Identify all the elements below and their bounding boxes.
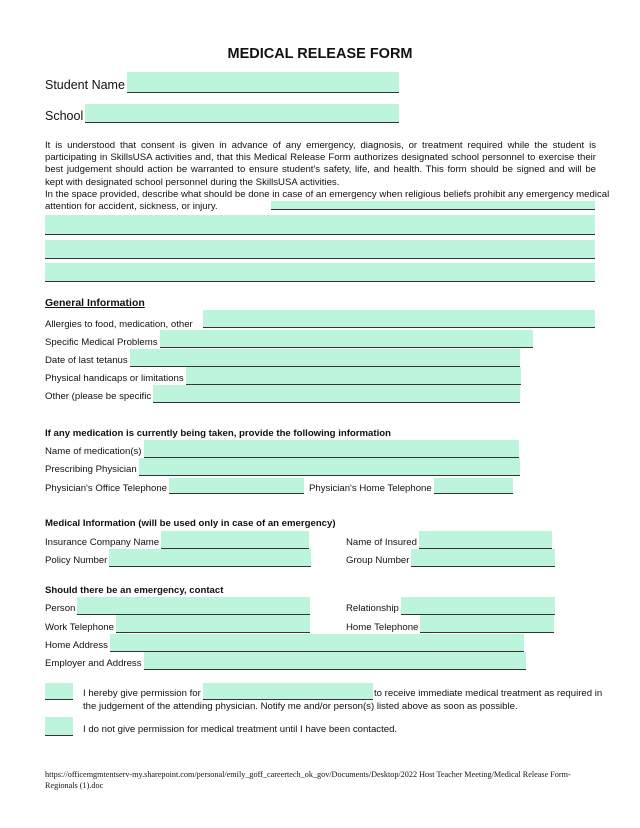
medication-heading: If any medication is currently being taken, provide the following information [45, 428, 391, 439]
page-title: MEDICAL RELEASE FORM [227, 46, 413, 62]
intro-paragraph: It is understood that consent is given in advance of any emergency, diagnosis, or treatment required while the student is participating in SkillsUSA activities and, that this Medical Release Form authorizes designated school personnel to exercise their best judgement should action be warranted to ensure student's safety, life, and health. This form should be signed and will be kept with designated school personnel during the SkillsUSA activities. [45, 140, 596, 188]
insurance-heading: Medical Information (will be used only in case of an emergency) [45, 518, 336, 529]
religious-instructions: In the space provided, describe what should be done in case of an emergency when religious beliefs prohibit any emergency medical [45, 189, 610, 200]
permission-student-field[interactable] [203, 683, 373, 700]
give-permission-initials[interactable] [45, 683, 73, 700]
general-info-heading: General Information [45, 297, 145, 309]
person-field[interactable] [77, 597, 310, 615]
student-name-field[interactable] [127, 72, 399, 93]
medication-name-field[interactable] [144, 440, 519, 458]
insurance-company-field[interactable] [161, 531, 309, 549]
physician-label: Prescribing Physician [45, 464, 137, 475]
physician-home-phone-label: Physician's Home Telephone [309, 483, 432, 494]
tetanus-field[interactable] [130, 349, 520, 367]
policy-label: Policy Number [45, 555, 108, 566]
medication-name-label: Name of medication(s) [45, 446, 142, 457]
give-permission-prefix: I hereby give permission for [83, 688, 201, 699]
allergies-label: Allergies to food, medication, other [45, 319, 193, 330]
office-phone-label: Physician's Office Telephone [45, 483, 168, 494]
home-address-field[interactable] [110, 634, 524, 652]
tetanus-label: Date of last tetanus [45, 355, 128, 366]
religious-field-1[interactable] [271, 201, 595, 210]
policy-field[interactable] [109, 549, 311, 567]
office-phone-field[interactable] [169, 478, 304, 494]
school-field[interactable] [85, 104, 399, 123]
home-address-label: Home Address [45, 640, 108, 651]
home-phone-label: Home Telephone [346, 622, 419, 633]
relationship-field[interactable] [401, 597, 555, 615]
work-phone-label: Work Telephone [45, 622, 114, 633]
problems-field[interactable] [160, 330, 533, 348]
physician-home-phone-field[interactable] [434, 478, 513, 494]
student-name-label: Student Name [45, 78, 125, 92]
give-permission-line2: the judgement of the attending physician. Notify me and/or person(s) listed above as soon as possible. [83, 701, 518, 712]
footer-path-2: Regionals (1).doc [45, 781, 104, 790]
other-field[interactable] [153, 385, 520, 403]
group-field[interactable] [411, 549, 555, 567]
insurance-company-label: Insurance Company Name [45, 537, 160, 548]
employer-field[interactable] [144, 652, 526, 670]
group-label: Group Number [346, 555, 410, 566]
employer-label: Employer and Address [45, 658, 142, 669]
physician-field[interactable] [139, 458, 520, 476]
religious-field-3[interactable] [45, 240, 595, 259]
religious-field-2[interactable] [45, 215, 595, 235]
relationship-label: Relationship [346, 603, 399, 614]
home-phone-field[interactable] [420, 615, 554, 633]
handicaps-label: Physical handicaps or limitations [45, 373, 184, 384]
contact-heading: Should there be an emergency, contact [45, 585, 224, 596]
religious-field-4[interactable] [45, 263, 595, 282]
footer-path: https://officemgmtentserv-my.sharepoint.com/personal/emily_goff_careertech_ok_gov/Documents/Desktop/2022 Host Teacher Meeting/Medical Release Form- [45, 770, 571, 779]
insured-label: Name of Insured [346, 537, 417, 548]
deny-permission-initials[interactable] [45, 717, 73, 736]
deny-permission-text: I do not give permission for medical treatment until I have been contacted. [83, 724, 398, 735]
person-label: Person [45, 603, 76, 614]
other-label: Other (please be specific [45, 391, 152, 402]
school-label: School [45, 109, 84, 123]
insured-field[interactable] [419, 531, 552, 549]
problems-label: Specific Medical Problems [45, 337, 158, 348]
work-phone-field[interactable] [116, 615, 310, 633]
handicaps-field[interactable] [186, 367, 521, 385]
religious-instructions-2: attention for accident, sickness, or injury. [45, 201, 218, 212]
allergies-field[interactable] [203, 310, 595, 328]
give-permission-suffix: to receive immediate medical treatment as required in [374, 688, 603, 699]
